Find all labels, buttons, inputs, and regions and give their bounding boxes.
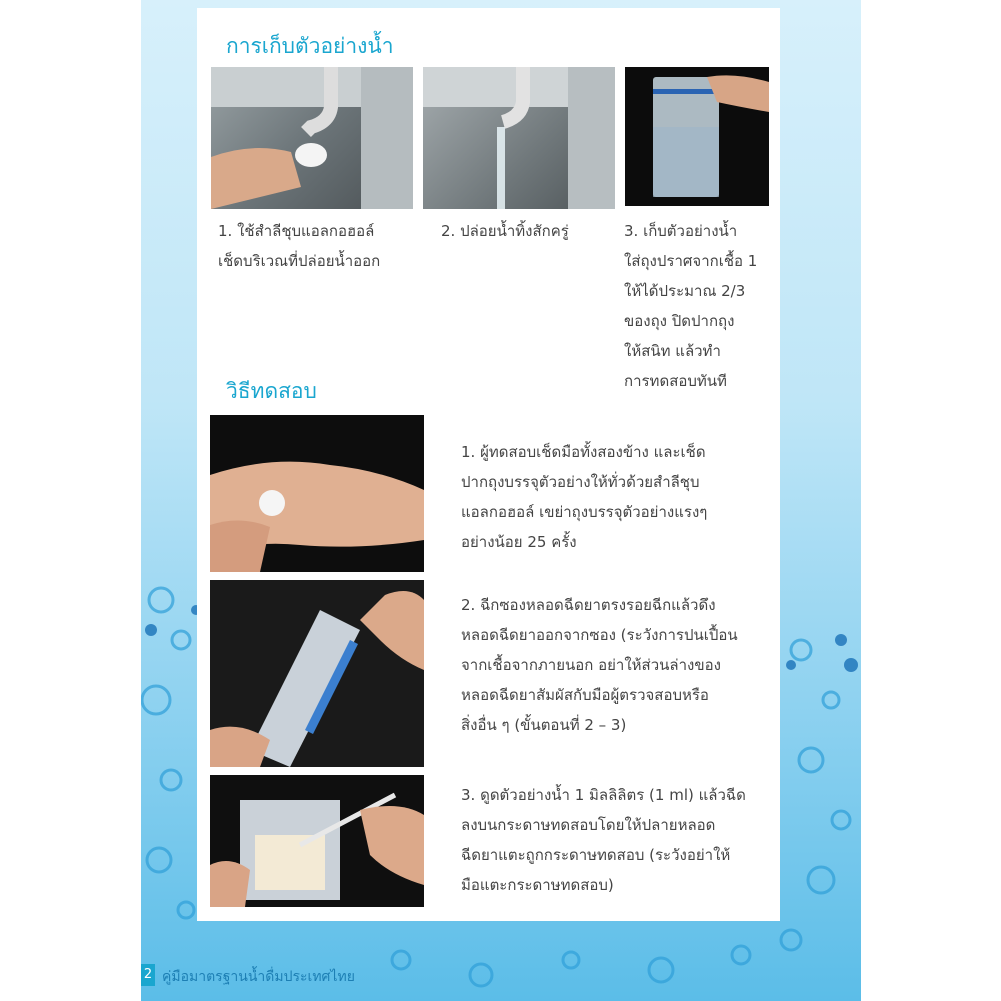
caption-line: เช็ดบริเวณที่ปล่อยน้ำออก: [218, 252, 381, 270]
caption-line: หลอดฉีดยาสัมผัสกับมือผู้ตรวจสอบหรือ: [461, 686, 709, 704]
test-step3-caption: [461, 780, 746, 900]
caption-line: การทดสอบทันที: [624, 372, 727, 390]
footer-title: คู่มือมาตรฐานน้ำดื่มประเทศไทย: [162, 969, 355, 985]
caption-line: มือแตะกระดาษทดสอบ): [461, 876, 614, 894]
caption-line: แอลกอฮอล์ เขย่าถุงบรรจุตัวอย่างแรงๆ: [461, 503, 708, 521]
page-number: 2: [141, 964, 155, 986]
photo-syringe-package: [210, 580, 424, 767]
caption-line: หลอดฉีดยาออกจากซอง (ระวังการปนเปื้อน: [461, 626, 738, 644]
test-step2-caption: [461, 590, 738, 740]
photo-inject-paper: [210, 775, 424, 907]
caption-line: ฉีดยาแตะถูกกระดาษทดสอบ (ระวังอย่าให้: [461, 846, 731, 864]
caption-line: 2. ฉีกซองหลอดฉีดยาตรงรอยฉีกแล้วดึง: [461, 596, 716, 614]
caption-line: สิ่งอื่น ๆ (ขั้นตอนที่ 2 – 3): [461, 716, 627, 734]
caption-line: 1. ผู้ทดสอบเช็ดมือทั้งสองข้าง และเช็ด: [461, 443, 706, 461]
photo-clean-hands: [210, 415, 424, 572]
caption-line: ปากถุงบรรจุตัวอย่างให้ทั่วด้วยสำลีชุบ: [461, 473, 700, 491]
caption-line: 3. เก็บตัวอย่างน้ำ: [624, 222, 738, 240]
section-heading-testing: วิธีทดสอบ: [226, 379, 317, 403]
caption-line: ลงบนกระดาษทดสอบโดยให้ปลายหลอด: [461, 816, 716, 834]
photo-wipe-faucet: [211, 67, 413, 209]
caption-line: 2. ปล่อยน้ำทิ้งสักครู่: [441, 222, 569, 240]
caption-line: ใส่ถุงปราศจากเชื้อ 1: [624, 252, 758, 270]
photo-sample-bag: [625, 67, 769, 206]
caption-line: ให้สนิท แล้วทำ: [624, 342, 721, 360]
caption-line: 3. ดูดตัวอย่างน้ำ 1 มิลลิลิตร (1 ml) แล้วฉีด: [461, 786, 746, 804]
caption-line: 1. ใช้สำลีชุบแอลกอฮอล์: [218, 222, 375, 240]
test-step1-caption: [461, 437, 707, 557]
step3-caption: [624, 216, 757, 396]
caption-line: ของถุง ปิดปากถุง: [624, 312, 735, 330]
caption-line: ให้ได้ประมาณ 2/3: [624, 282, 746, 300]
photo-running-water: [423, 67, 615, 209]
step1-caption: [218, 216, 380, 276]
step2-caption: [441, 216, 569, 246]
section-heading-sampling: การเก็บตัวอย่างน้ำ: [226, 34, 394, 58]
caption-line: อย่างน้อย 25 ครั้ง: [461, 533, 577, 551]
caption-line: จากเชื้อจากภายนอก อย่าให้ส่วนล่างของ: [461, 656, 721, 674]
